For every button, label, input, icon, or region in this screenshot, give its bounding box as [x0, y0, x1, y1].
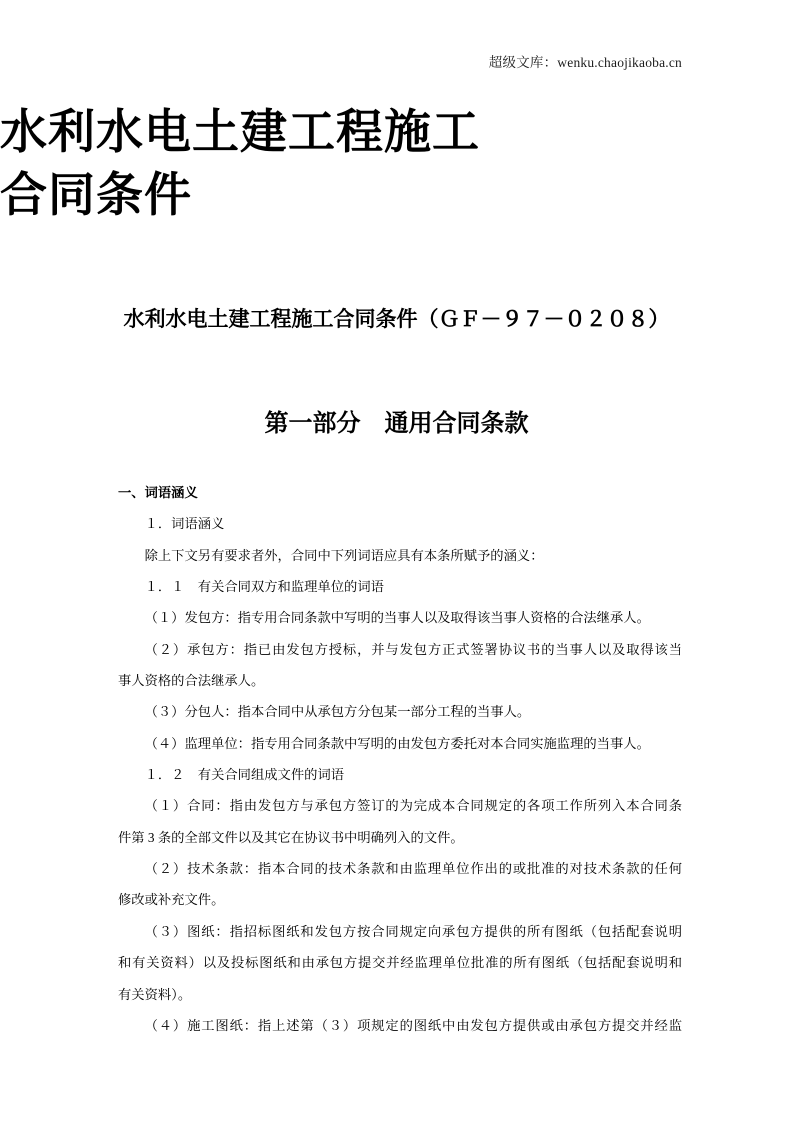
body-line: （４）施工图纸：指上述第（３）项规定的图纸中由发包方提供或由承包方提交并经监 — [144, 1017, 682, 1033]
body-line: １．２ 有关合同组成文件的词语 — [144, 767, 345, 783]
body-paragraph — [118, 540, 682, 571]
body-line: （２）承包方：指已由发包方授标，并与发包方正式签署协议书的当事人以及取得该当 — [144, 641, 682, 657]
body-paragraph — [118, 759, 682, 790]
body-paragraph — [118, 634, 682, 697]
body-line: 一、词语涵义 — [118, 485, 198, 500]
body-paragraph — [118, 790, 682, 853]
body-line: 事人资格的合法继承人。 — [118, 673, 265, 689]
document-title-line1: 水利水电土建工程施工 — [0, 107, 480, 159]
body-paragraph — [118, 696, 682, 727]
document-subtitle: 水利水电土建工程施工合同条件（ＧＦ－９７－０２０８） — [123, 307, 670, 331]
body-paragraph — [118, 853, 682, 916]
body-line: （１）合同：指由发包方与承包方签订的为完成本合同规定的各项工作所列入本合同条 — [144, 798, 682, 814]
body-line: （４）监理单位：指专用合同条款中写明的由发包方委托对本合同实施监理的当事人。 — [144, 735, 650, 751]
body-line: （１）发包方：指专用合同条款中写明的当事人以及取得该当事人资格的合法继承人。 — [144, 610, 650, 626]
document-body — [118, 477, 682, 1041]
document-title — [0, 102, 793, 228]
body-line: １．词语涵义 — [144, 516, 225, 532]
body-line: （３）分包人：指本合同中从承包方分包某一部分工程的当事人。 — [144, 704, 531, 720]
body-paragraph — [118, 508, 682, 539]
page-header-watermark: 超级文库：wenku.chaojikaoba.cn — [488, 55, 682, 70]
body-paragraph — [118, 477, 682, 508]
body-line: （２）技术条款：指本合同的技术条款和由监理单位作出的或批准的对技术条款的任何 — [144, 861, 682, 877]
body-line: 除上下文另有要求者外，合同中下列词语应具有本条所赋予的涵义： — [144, 547, 544, 563]
part-one-heading: 第一部分 通用合同条款 — [264, 411, 529, 437]
body-paragraph — [118, 602, 682, 633]
body-line: 修改或补充文件。 — [118, 892, 225, 908]
body-line: 有关资料）。 — [118, 986, 192, 1002]
body-line: 和有关资料）以及投标图纸和由承包方提交并经监理单位批准的所有图纸（包括配套说明和 — [118, 955, 682, 971]
body-line: １．１ 有关合同双方和监理单位的词语 — [144, 579, 384, 595]
body-paragraph — [118, 571, 682, 602]
body-paragraph — [118, 1010, 682, 1041]
body-paragraph — [118, 916, 682, 1010]
body-line: 件第 3 条的全部文件以及其它在协议书中明确列入的文件。 — [118, 829, 464, 845]
body-paragraph — [118, 728, 682, 759]
body-line: （３）图纸：指招标图纸和发包方按合同规定向承包方提供的所有图纸（包括配套说明 — [144, 923, 682, 939]
document-title-line2: 合同条件 — [0, 170, 192, 222]
